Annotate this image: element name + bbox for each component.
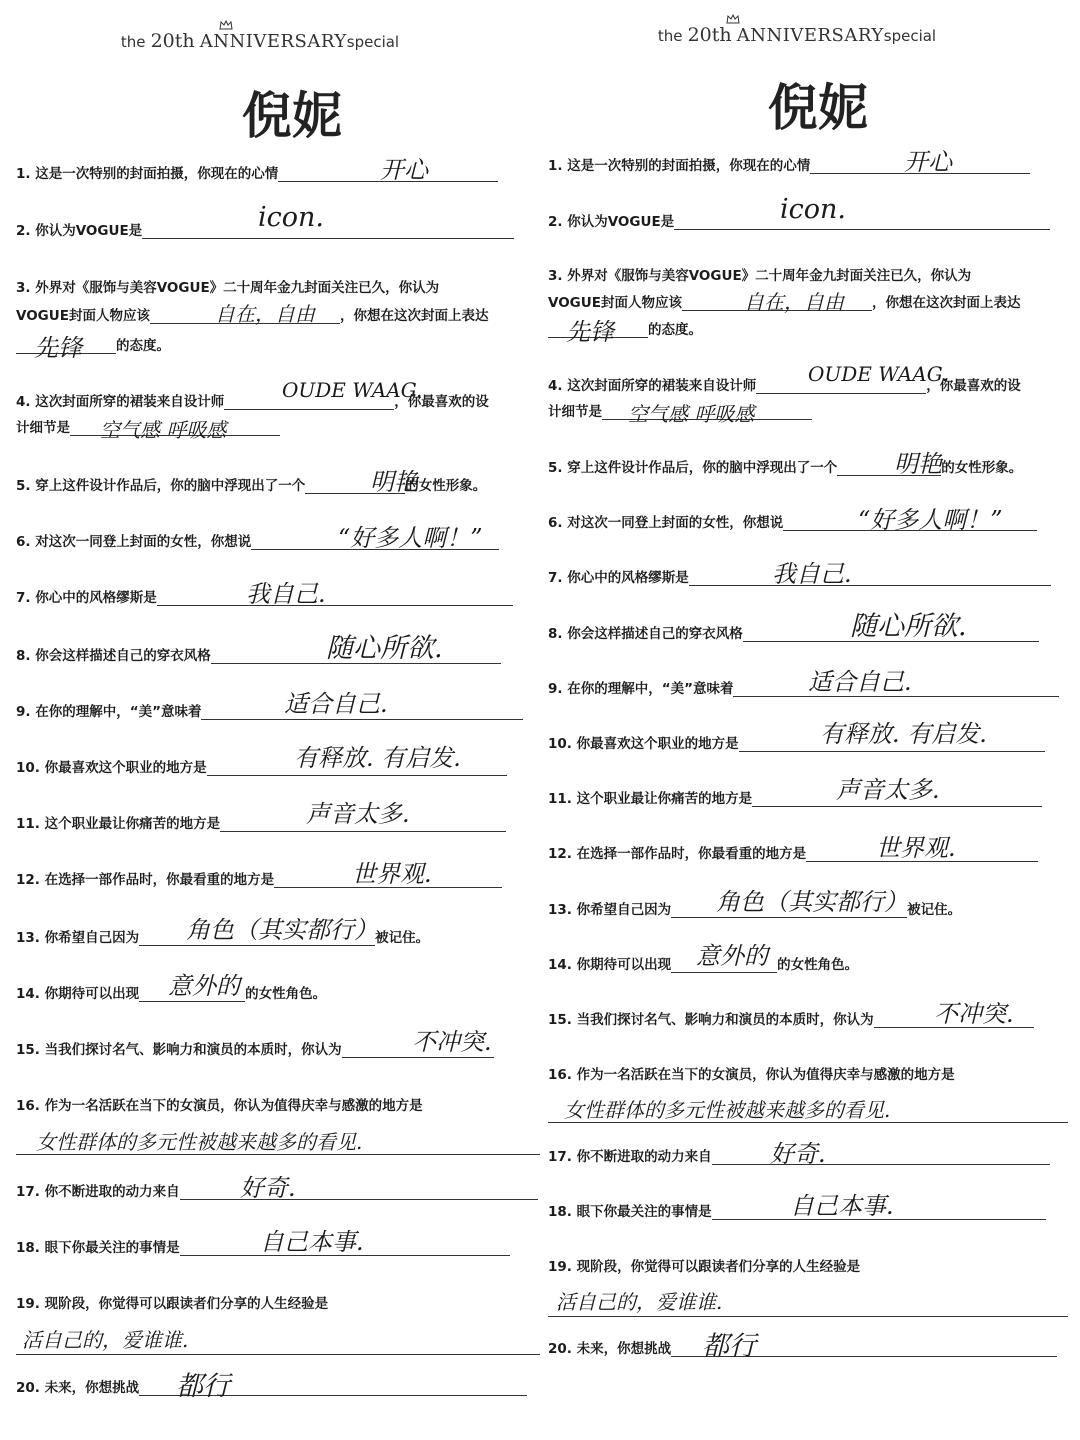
question-4-line-2: 计细节是	[548, 404, 812, 420]
question-7: 7. 你心中的风格缪斯是	[548, 570, 1051, 586]
answer-4a: OUDE WAAG.	[808, 362, 949, 386]
answer-10: 有释放. 有启发.	[294, 744, 461, 772]
answer-12: 世界观.	[352, 860, 432, 888]
answer-16: 女性群体的多元性被越来越多的看见.	[36, 1130, 363, 1154]
question-18: 18. 眼下你最关注的事情是	[16, 1240, 510, 1256]
answer-7: 我自己.	[772, 560, 852, 588]
answer-3b: 先锋	[566, 318, 614, 346]
answer-19: 活自己的，爱谁谁.	[556, 1290, 723, 1314]
question-3: 3. 外界对《服饰与美容VOGUE》二十周年金九封面关注已久，你认为	[16, 280, 440, 296]
question-6: 6. 对这次一同登上封面的女性，你想说	[16, 534, 499, 550]
question-7: 7. 你心中的风格缪斯是	[16, 590, 513, 606]
answer-16: 女性群体的多元性被越来越多的看见.	[564, 1098, 891, 1122]
question-5: 5. 穿上这件设计作品后，你的脑中浮现出了一个 的女性形象。	[548, 460, 1023, 476]
question-12: 12. 在选择一部作品时，你最看重的地方是	[548, 846, 1038, 862]
question-1: 1. 这是一次特别的封面拍摄，你现在的心情	[16, 166, 498, 182]
answer-19-line	[16, 1354, 540, 1355]
question-13: 13. 你希望自己因为 被记住。	[16, 930, 430, 946]
question-17: 17. 你不断进取的动力来自	[548, 1149, 1050, 1165]
question-9: 9. 在你的理解中，“美”意味着	[548, 681, 1059, 697]
answer-9: 适合自己.	[284, 690, 388, 718]
answer-15: 不冲突.	[934, 1000, 1014, 1028]
question-6: 6. 对这次一同登上封面的女性，你想说	[548, 515, 1037, 531]
answer-8: 随心所欲.	[326, 633, 443, 664]
answer-11: 声音太多.	[306, 800, 410, 828]
answer-6: “好多人啊！”	[858, 506, 1003, 534]
question-11: 11. 这个职业最让你痛苦的地方是	[548, 791, 1042, 807]
answer-20: 都行	[702, 1331, 756, 1362]
question-5: 5. 穿上这件设计作品后，你的脑中浮现出了一个 的女性形象。	[16, 478, 487, 494]
answer-9: 适合自己.	[808, 668, 912, 696]
question-3-line-3: 的态度。	[548, 322, 702, 338]
page-title: 倪妮	[242, 86, 342, 145]
questionnaire-page-right	[540, 0, 1080, 1440]
answer-20: 都行	[176, 1371, 230, 1402]
answer-16-line	[548, 1122, 1068, 1123]
answer-18: 自己本事.	[260, 1228, 364, 1256]
answer-15: 不冲突.	[412, 1028, 492, 1056]
answer-8: 随心所欲.	[850, 611, 967, 642]
question-20: 20. 未来，你想挑战	[16, 1380, 527, 1396]
answer-19: 活自己的，爱谁谁.	[22, 1328, 189, 1352]
answer-1: 开心	[380, 156, 428, 184]
answer-2: icon.	[258, 202, 324, 233]
answer-4b: 空气感 呼吸感	[628, 402, 755, 426]
question-4-line-2: 计细节是	[16, 420, 280, 436]
question-15: 15. 当我们探讨名气、影响力和演员的本质时，你认为	[548, 1012, 1034, 1028]
question-16: 16. 作为一名活跃在当下的女演员，你认为值得庆幸与感激的地方是	[16, 1098, 423, 1114]
answer-13: 角色（其实都行）	[716, 888, 908, 916]
question-3-line-3: 的态度。	[16, 338, 170, 354]
answer-19-line	[548, 1316, 1068, 1317]
question-4: 4. 这次封面所穿的裙装来自设计师 ，你最喜欢的设	[548, 378, 1021, 394]
question-19: 19. 现阶段，你觉得可以跟读者们分享的人生经验是	[548, 1259, 861, 1275]
anniversary-header: the 20th ANNIVERSARYspecial	[120, 30, 400, 52]
answer-12: 世界观.	[876, 834, 956, 862]
answer-3a: 自在，自由	[215, 302, 315, 326]
answer-4a: OUDE WAAG.	[282, 378, 423, 402]
question-11: 11. 这个职业最让你痛苦的地方是	[16, 816, 506, 832]
anniversary-header: the 20th ANNIVERSARYspecial	[657, 24, 937, 46]
question-8: 8. 你会这样描述自己的穿衣风格	[16, 648, 501, 664]
answer-17: 好奇.	[770, 1140, 826, 1168]
question-10: 10. 你最喜欢这个职业的地方是	[548, 736, 1045, 752]
question-19: 19. 现阶段，你觉得可以跟读者们分享的人生经验是	[16, 1296, 329, 1312]
question-2: 2. 你认为VOGUE是	[16, 223, 514, 239]
answer-16-line	[16, 1154, 540, 1155]
question-13: 13. 你希望自己因为 被记住。	[548, 902, 962, 918]
answer-14: 意外的	[168, 972, 240, 1000]
question-1: 1. 这是一次特别的封面拍摄，你现在的心情	[548, 158, 1030, 174]
answer-10: 有释放. 有启发.	[820, 720, 987, 748]
answer-11: 声音太多.	[836, 776, 940, 804]
answer-3b: 先锋	[34, 334, 82, 362]
question-14: 14. 你期待可以出现 的女性角色。	[548, 957, 859, 973]
crown-icon	[726, 14, 740, 24]
answer-5: 明艳	[894, 450, 942, 478]
question-12: 12. 在选择一部作品时，你最看重的地方是	[16, 872, 502, 888]
answer-18: 自己本事.	[790, 1192, 894, 1220]
question-10: 10. 你最喜欢这个职业的地方是	[16, 760, 507, 776]
answer-1: 开心	[904, 148, 952, 176]
answer-6: “好多人啊！”	[338, 524, 483, 552]
question-3: 3. 外界对《服饰与美容VOGUE》二十周年金九封面关注已久，你认为	[548, 268, 972, 284]
crown-icon	[219, 20, 233, 30]
question-9: 9. 在你的理解中，“美”意味着	[16, 704, 523, 720]
answer-2: icon.	[780, 194, 846, 225]
answer-13: 角色（其实都行）	[186, 916, 378, 944]
question-3-line-2: VOGUE封面人物应该 ，你想在这次封面上表达	[16, 308, 489, 324]
question-20: 20. 未来，你想挑战	[548, 1341, 1057, 1357]
question-14: 14. 你期待可以出现 的女性角色。	[16, 986, 327, 1002]
question-8: 8. 你会这样描述自己的穿衣风格	[548, 626, 1039, 642]
question-17: 17. 你不断进取的动力来自	[16, 1184, 538, 1200]
question-3-line-2: VOGUE封面人物应该 ，你想在这次封面上表达	[548, 295, 1021, 311]
page-title: 倪妮	[768, 78, 868, 137]
question-15: 15. 当我们探讨名气、影响力和演员的本质时，你认为	[16, 1042, 494, 1058]
answer-14: 意外的	[696, 942, 768, 970]
question-2: 2. 你认为VOGUE是	[548, 214, 1050, 230]
question-18: 18. 眼下你最关注的事情是	[548, 1204, 1046, 1220]
answer-7: 我自己.	[246, 580, 326, 608]
answer-4b: 空气感 呼吸感	[100, 418, 227, 442]
question-16: 16. 作为一名活跃在当下的女演员，你认为值得庆幸与感激的地方是	[548, 1067, 955, 1083]
answer-3a: 自在，自由	[744, 290, 844, 314]
answer-5: 明艳	[370, 468, 418, 496]
answer-17: 好奇.	[240, 1174, 296, 1202]
question-4: 4. 这次封面所穿的裙装来自设计师 ，你最喜欢的设	[16, 394, 489, 410]
